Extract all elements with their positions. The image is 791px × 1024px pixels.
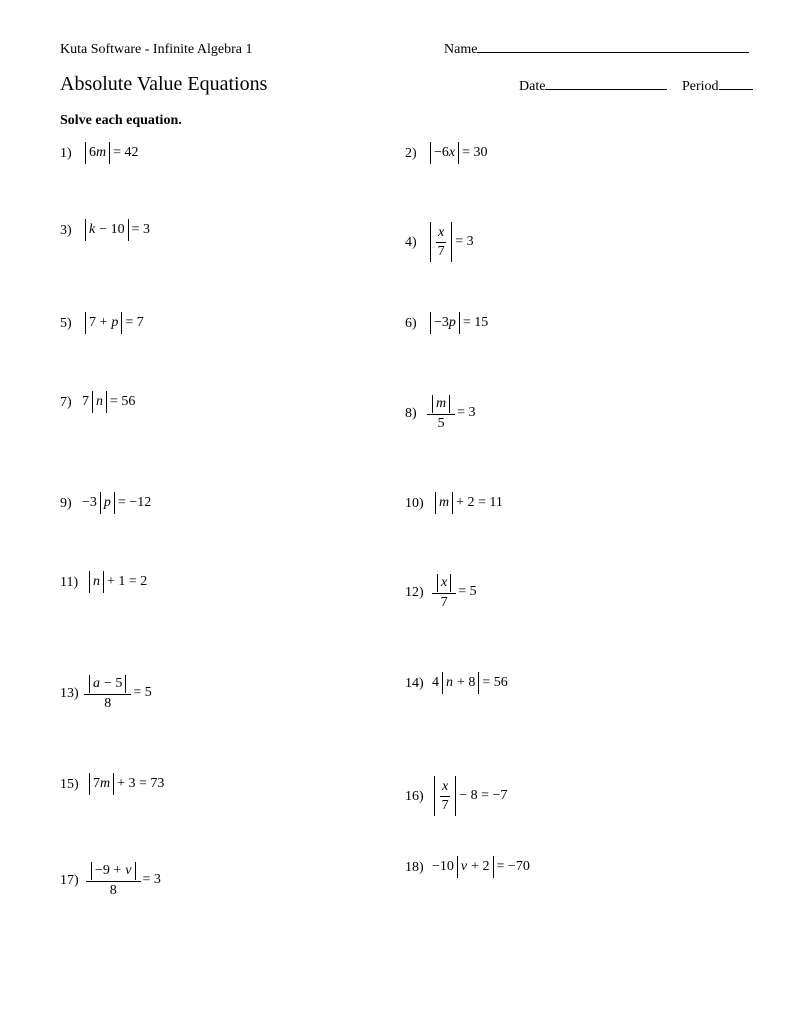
equation-term: v — [460, 859, 468, 874]
absolute-value-bar — [100, 492, 101, 514]
publisher-label: Kuta Software - Infinite Algebra 1 — [60, 42, 253, 57]
problem-number: 11) — [60, 575, 79, 590]
absolute-value-bar — [125, 675, 126, 693]
equation-term: n — [96, 394, 103, 409]
equation-term: x — [448, 145, 456, 160]
equation-term: v — [125, 862, 132, 878]
problem-equation — [427, 313, 488, 333]
absolute-value-bar — [85, 312, 86, 334]
problem-number: 15) — [60, 777, 79, 792]
problem-equation — [82, 313, 144, 333]
name-field[interactable] — [444, 42, 749, 58]
equation-term: = 15 — [462, 315, 489, 330]
problem-number: 3) — [60, 223, 72, 238]
equation-term: = −70 — [496, 859, 530, 874]
equation-term: −3 — [82, 495, 97, 510]
equation-term: m — [96, 145, 107, 160]
absolute-value-bar — [89, 571, 90, 593]
equation-term: a — [93, 675, 100, 691]
absolute-value-bar — [434, 776, 435, 816]
problem-equation — [432, 857, 530, 877]
problem-number: 4) — [405, 235, 417, 250]
equation-term: x — [436, 225, 446, 243]
absolute-value-bar — [457, 856, 458, 878]
absolute-value-bar — [106, 391, 107, 413]
problem-equation — [86, 572, 147, 592]
equation-term: p — [111, 315, 119, 330]
absolute-value-bar — [442, 672, 443, 694]
problem-equation — [84, 862, 161, 898]
page-title: Absolute Value Equations — [60, 73, 268, 95]
fraction — [432, 574, 456, 611]
problem-number: 7) — [60, 395, 72, 410]
instructions: Solve each equation. — [60, 113, 182, 128]
equation-term: 8 — [104, 695, 112, 711]
problem-number: 8) — [405, 406, 417, 421]
equation-term: = 5 — [133, 685, 152, 700]
date-line — [545, 88, 667, 90]
equation-term: 7 + — [89, 315, 108, 330]
problem-equation — [425, 395, 476, 431]
absolute-value-bar — [451, 222, 452, 262]
absolute-value-bar — [435, 492, 436, 514]
equation-term: 7 — [437, 243, 445, 259]
absolute-value-bar — [135, 862, 136, 880]
equation-term: = 56 — [110, 394, 136, 409]
absolute-value-bar — [452, 492, 453, 514]
equation-term: = 3 — [131, 222, 151, 237]
absolute-value-bar — [458, 142, 459, 164]
absolute-value-bar — [91, 862, 92, 880]
problem-equation — [432, 673, 508, 693]
equation-term: = 5 — [458, 584, 477, 599]
date-field[interactable] — [519, 79, 667, 95]
absolute-value-bar — [103, 571, 104, 593]
equation-term: x — [441, 574, 448, 590]
absolute-value-bar — [493, 856, 494, 878]
equation-term: 5 — [437, 415, 445, 431]
problem-equation — [431, 778, 508, 813]
problem-equation — [82, 675, 152, 711]
equation-term: k — [89, 222, 96, 237]
absolute-value-bar — [114, 492, 115, 514]
absolute-value-bar — [92, 391, 93, 413]
fraction — [86, 862, 141, 899]
equation-term: −6 — [434, 145, 449, 160]
name-line — [477, 51, 749, 53]
absolute-value-bar — [85, 142, 86, 164]
equation-term: 7 — [441, 797, 449, 813]
problem-equation — [82, 493, 151, 513]
equation-term: = 3 — [455, 234, 474, 249]
equation-term: −3 — [434, 315, 449, 330]
absolute-value-bar — [450, 574, 451, 592]
absolute-value-bar — [459, 312, 460, 334]
equation-term: 8 — [109, 882, 117, 898]
equation-term: − 10 — [99, 222, 125, 237]
problem-number: 14) — [405, 676, 424, 691]
fraction — [440, 779, 450, 814]
equation-term: − 5 — [104, 675, 123, 691]
problem-number: 13) — [60, 686, 79, 701]
equation-term: − 8 = −7 — [459, 788, 508, 803]
equation-term: 7 — [440, 594, 448, 610]
problem-number: 6) — [405, 316, 417, 331]
equation-term: p — [103, 495, 111, 510]
problem-number: 5) — [60, 316, 72, 331]
problem-number: 17) — [60, 873, 79, 888]
absolute-value-bar — [430, 312, 431, 334]
equation-term: x — [440, 779, 450, 797]
equation-term: + 8 — [457, 675, 476, 690]
problem-equation — [427, 224, 474, 259]
problem-equation — [82, 392, 135, 412]
equation-term: + 3 = 73 — [117, 776, 165, 791]
equation-term: = 56 — [482, 675, 508, 690]
equation-term — [84, 675, 131, 695]
period-field[interactable] — [682, 79, 753, 95]
equation-term: 6 — [89, 145, 96, 160]
equation-term: m — [439, 495, 450, 510]
equation-term: m — [100, 776, 111, 791]
absolute-value-bar — [128, 219, 129, 241]
absolute-value-bar — [121, 312, 122, 334]
equation-term: n — [446, 675, 453, 690]
period-line — [719, 88, 753, 90]
absolute-value-bar — [430, 142, 431, 164]
problem-equation — [430, 574, 477, 610]
equation-term: 4 — [432, 675, 439, 690]
absolute-value-bar — [109, 142, 110, 164]
equation-term: 7 — [93, 776, 100, 791]
absolute-value-bar — [432, 395, 433, 413]
absolute-value-bar — [89, 675, 90, 693]
absolute-value-bar — [430, 222, 431, 262]
equation-term: = 30 — [462, 145, 488, 160]
absolute-value-bar — [478, 672, 479, 694]
problem-number: 10) — [405, 496, 424, 511]
equation-term: −9 + — [95, 862, 122, 878]
equation-term — [427, 395, 455, 415]
problem-equation — [82, 220, 150, 240]
problem-equation — [82, 143, 139, 163]
name-label: Name — [444, 42, 478, 57]
equation-term: m — [436, 395, 447, 411]
equation-term: = 7 — [125, 315, 144, 330]
equation-term — [432, 574, 456, 594]
equation-term: p — [448, 315, 456, 330]
date-label: Date — [519, 79, 546, 94]
fraction — [436, 225, 446, 260]
absolute-value-bar — [89, 773, 90, 795]
equation-term: −10 — [432, 859, 454, 874]
absolute-value-bar — [437, 574, 438, 592]
problem-number: 12) — [405, 585, 424, 600]
problem-equation — [427, 143, 488, 163]
fraction — [427, 395, 455, 432]
equation-term: + 2 = 11 — [456, 495, 503, 510]
equation-term: + 2 — [471, 859, 490, 874]
equation-term: = 3 — [142, 872, 161, 887]
problem-number: 16) — [405, 789, 424, 804]
absolute-value-bar — [449, 395, 450, 413]
equation-term — [86, 862, 141, 882]
problem-number: 9) — [60, 496, 72, 511]
problem-number: 2) — [405, 146, 417, 161]
period-label: Period — [682, 79, 719, 94]
absolute-value-bar — [85, 219, 86, 241]
equation-term: = −12 — [117, 495, 152, 510]
problem-equation — [86, 774, 164, 794]
equation-term: = 3 — [457, 405, 476, 420]
absolute-value-bar — [455, 776, 456, 816]
problem-number: 1) — [60, 146, 72, 161]
equation-term: 7 — [82, 394, 89, 409]
absolute-value-bar — [113, 773, 114, 795]
problem-equation — [432, 493, 503, 513]
fraction — [84, 675, 131, 712]
equation-term: n — [93, 574, 100, 589]
equation-term: + 1 = 2 — [107, 574, 148, 589]
problem-number: 18) — [405, 860, 424, 875]
equation-term: = 42 — [113, 145, 139, 160]
